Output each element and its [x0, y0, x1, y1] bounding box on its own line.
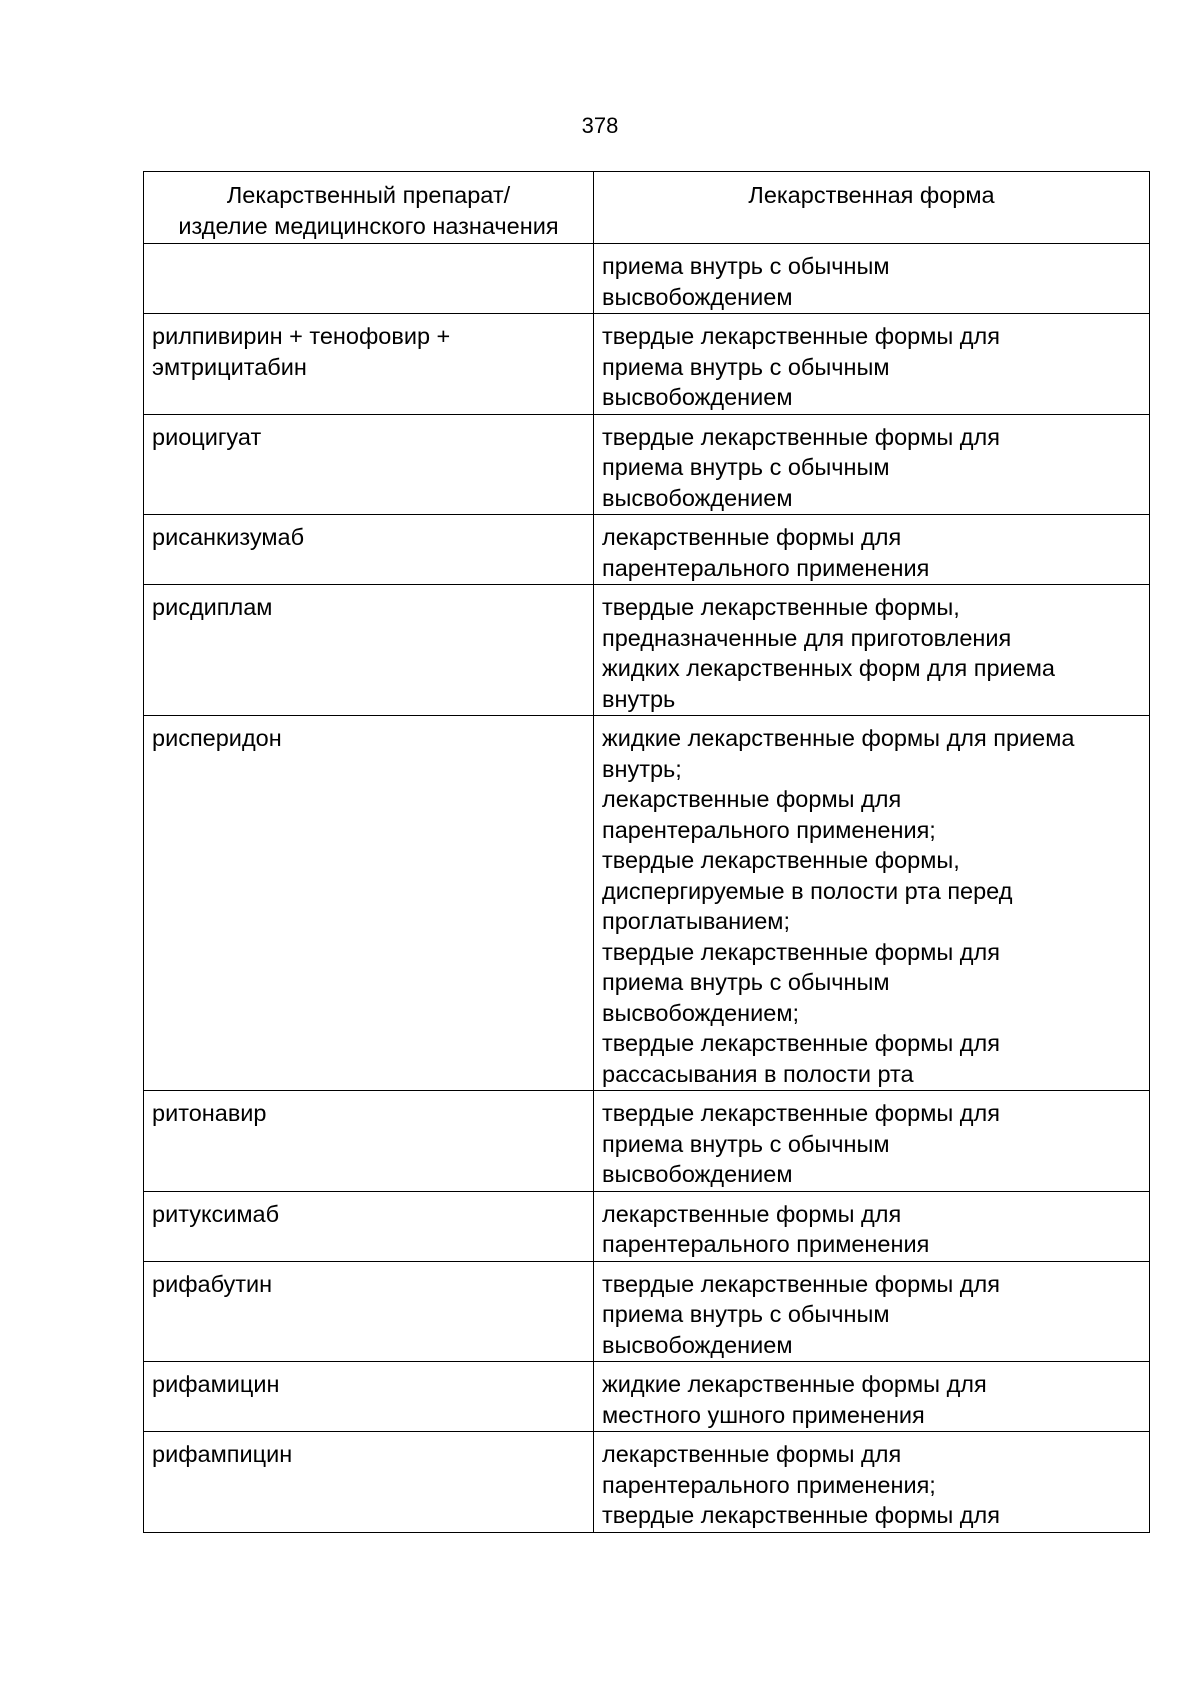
cell-line: рисанкизумаб — [152, 524, 305, 550]
cell-line: твердые лекарственные формы, — [602, 594, 960, 620]
drug-name-cell — [144, 515, 594, 585]
header-drug — [144, 172, 594, 244]
drug-name-cell — [144, 1261, 594, 1362]
cell-line: приема внутрь с обычным — [602, 353, 890, 380]
cell-line: лекарственные формы для — [602, 1441, 902, 1467]
cell-line: проглатыванием; — [602, 908, 790, 934]
cell-line: местного ушного применения — [602, 1401, 925, 1428]
cell-line: лекарственные формы для — [602, 786, 902, 812]
cell-line: Лекарственный препарат/ — [226, 182, 511, 208]
cell-line: парентерального применения — [602, 554, 930, 581]
table-row — [144, 244, 1150, 314]
table-body — [144, 244, 1150, 1533]
drug-name-cell — [144, 1432, 594, 1533]
table-row — [144, 414, 1150, 515]
cell-line: ритонавир — [152, 1100, 267, 1126]
dosage-form-cell — [594, 515, 1150, 585]
dosage-form-cell — [594, 244, 1150, 314]
dosage-form-cell — [594, 585, 1150, 716]
page-number: 378 — [581, 113, 619, 138]
cell-line: жидких лекарственных форм для приема — [602, 655, 1055, 681]
table-row — [144, 314, 1150, 415]
table-row — [144, 716, 1150, 1091]
cell-line: ритуксимаб — [152, 1200, 280, 1227]
cell-line: высвобождением — [602, 384, 793, 410]
cell-line: твердые лекарственные формы для — [602, 1270, 1000, 1297]
cell-line: эмтрицитабин — [152, 353, 307, 380]
table-row — [144, 1261, 1150, 1362]
table-row — [144, 585, 1150, 716]
cell-line: предназначенные для приготовления — [602, 624, 1012, 651]
cell-line: рассасывания в полости рта — [602, 1060, 914, 1087]
table-row — [144, 1362, 1150, 1432]
drug-name-cell — [144, 716, 594, 1091]
cell-line: парентерального применения; — [602, 816, 936, 843]
cell-line: риоцигуат — [152, 423, 262, 450]
cell-line: Лекарственная форма — [748, 182, 995, 208]
drug-name-cell — [144, 414, 594, 515]
table-row — [144, 1091, 1150, 1192]
cell-line: рисперидон — [152, 725, 282, 751]
table-row — [144, 1191, 1150, 1261]
cell-line: высвобождением — [602, 283, 793, 310]
cell-line: парентерального применения — [602, 1231, 930, 1257]
dosage-form-cell — [594, 1091, 1150, 1192]
cell-line: рифамицин — [152, 1371, 280, 1397]
cell-line: твердые лекарственные формы для — [602, 1100, 1000, 1126]
cell-line: приема внутрь с обычным — [602, 1301, 890, 1327]
table-row — [144, 515, 1150, 585]
cell-line: жидкие лекарственные формы для — [602, 1371, 987, 1397]
dosage-form-cell — [594, 1432, 1150, 1533]
cell-line: рисдиплам — [152, 594, 273, 620]
cell-line: твердые лекарственные формы для — [602, 1502, 1000, 1528]
dosage-form-cell — [594, 1362, 1150, 1432]
dosage-form-cell — [594, 414, 1150, 515]
drug-name-cell — [144, 1091, 594, 1192]
cell-line: высвобождением; — [602, 999, 800, 1026]
dosage-form-cell — [594, 1191, 1150, 1261]
table-row — [144, 1432, 1150, 1533]
cell-line: рилпивирин + тенофовир + — [152, 323, 451, 349]
cell-line: приема внутрь с обычным — [602, 454, 890, 480]
drug-table — [143, 171, 1150, 1533]
cell-line: высвобождением — [602, 1331, 793, 1358]
cell-line: диспергируемые в полости рта перед — [602, 877, 1013, 904]
header-form — [594, 172, 1150, 244]
dosage-form-cell — [594, 314, 1150, 415]
cell-line: изделие медицинского назначения — [178, 212, 559, 239]
cell-line: твердые лекарственные формы для — [602, 423, 1000, 450]
cell-line: приема внутрь с обычным — [602, 253, 890, 279]
cell-line: внутрь; — [602, 755, 682, 782]
cell-line: внутрь — [602, 685, 676, 712]
cell-line: рифампицин — [152, 1441, 293, 1467]
cell-line: жидкие лекарственные формы для приема — [602, 725, 1075, 751]
drug-name-cell — [144, 314, 594, 415]
cell-line: твердые лекарственные формы для — [602, 323, 1000, 349]
dosage-form-cell — [594, 1261, 1150, 1362]
cell-line: приема внутрь с обычным — [602, 1130, 890, 1157]
cell-line: твердые лекарственные формы, — [602, 847, 960, 873]
cell-line: высвобождением — [602, 484, 793, 511]
cell-line: твердые лекарственные формы для — [602, 938, 1000, 965]
drug-name-cell — [144, 244, 594, 314]
table-header-row — [144, 172, 1150, 244]
cell-line: рифабутин — [152, 1270, 273, 1297]
cell-line: лекарственные формы для — [602, 524, 902, 550]
drug-name-cell — [144, 1191, 594, 1261]
cell-line: приема внутрь с обычным — [602, 969, 890, 995]
cell-line: твердые лекарственные формы для — [602, 1030, 1000, 1056]
cell-line: парентерального применения; — [602, 1471, 936, 1498]
drug-name-cell — [144, 585, 594, 716]
drug-name-cell — [144, 1362, 594, 1432]
cell-line: высвобождением — [602, 1161, 793, 1187]
dosage-form-cell — [594, 716, 1150, 1091]
cell-line: лекарственные формы для — [602, 1200, 902, 1227]
